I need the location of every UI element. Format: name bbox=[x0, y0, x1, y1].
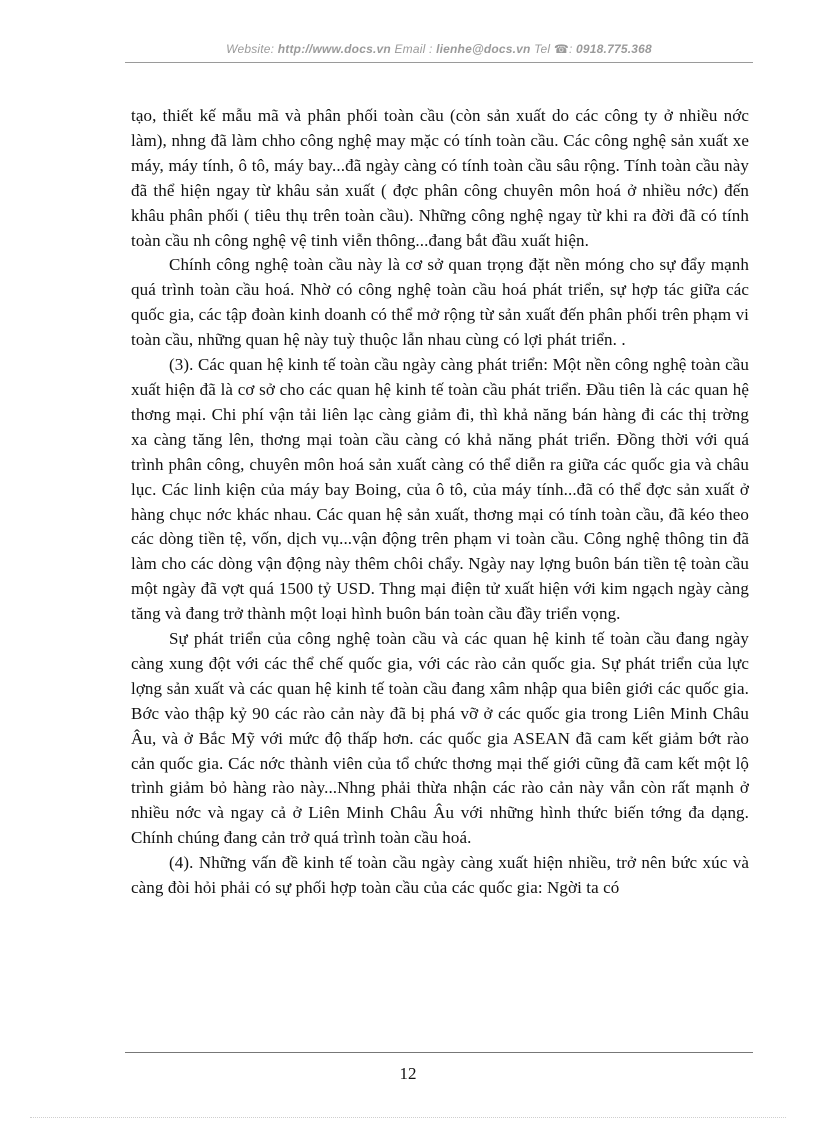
page-bottom-border bbox=[30, 1117, 786, 1118]
paragraph-4: Sự phát triển của công nghệ toàn cầu và các quan hệ kinh tế toàn cầu đang ngày càng xung đột với các thể chế quốc gia, với các rào cản quốc gia. Sự phát triển của lực lợng sản xuất và các quan hệ kinh tế toàn cầu đang xâm nhập qua biên giới các quốc gia. Bớc vào thập kỷ 90 các rào cản này đã bị phá vỡ ở các quốc gia trong Liên Minh Châu Âu, và ở Bắc Mỹ với mức độ thấp hơn. các quốc gia ASEAN đã cam kết giảm bớt rào cản quốc gia. Các nớc thành viên của tổ chức thơng mại thế giới cũng đã cam kết một lộ trình giảm bỏ hàng rào này...Nhng phải thừa nhận các rào cản này vẫn còn rất mạnh ở nhiều nớc và ngay cả ở Liên Minh Châu Âu với những hình thức biến tớng đa dạng. Chính chúng đang cản trở quá trình toàn cầu hoá. bbox=[131, 629, 749, 848]
page-number: 12 bbox=[399, 1064, 417, 1083]
footer-divider bbox=[125, 1052, 753, 1053]
paragraph-1: tạo, thiết kế mẫu mã và phân phối toàn cầu (còn sản xuất do các công ty ở nhiều nớc làm), nhng đã làm chho công nghệ may mặc có tính toàn cầu. Các công nghệ sản xuất xe máy, máy tính, ô tô, máy bay...đã ngày càng có tính toàn cầu sâu rộng. Tính toàn cầu này đã thể hiện ngay từ khâu sản xuất ( đợc phân công chuyên môn hoá ở nhiều nớc) đến khâu phân phối ( tiêu thụ trên toàn cầu). Những công nghệ ngay từ khi ra đời đã có tính toàn cầu nh công nghệ vệ tinh viễn thông...đang bắt đầu xuất hiện. bbox=[131, 106, 749, 250]
document-body bbox=[131, 104, 749, 901]
website-label: Website: bbox=[226, 42, 278, 56]
email-link[interactable]: lienhe@docs.vn bbox=[436, 42, 531, 56]
tel-label: Tel ☎: bbox=[530, 42, 577, 56]
page-header bbox=[125, 38, 753, 63]
paragraph-5: (4). Những vấn đề kinh tế toàn cầu ngày càng xuất hiện nhiều, trở nên bức xúc và càng đòi hỏi phải có sự phối hợp toàn cầu của các quốc gia: Ngời ta có bbox=[131, 853, 749, 898]
website-link[interactable]: http://www.docs.vn bbox=[277, 42, 391, 56]
tel-number: 0918.775.368 bbox=[576, 42, 652, 56]
email-label: Email : bbox=[390, 42, 437, 56]
paragraph-2: Chính công nghệ toàn cầu này là cơ sở quan trọng đặt nền móng cho sự đẩy mạnh quá trình toàn cầu hoá. Nhờ có công nghệ toàn cầu hoá phát triển, sự hợp tác giữa các quốc gia, các tập đoàn kinh doanh có thể mở rộng từ sản xuất đến phân phối trên phạm vi toàn cầu, những quan hệ này tuỳ thuộc lẫn nhau cùng có lợi phát triển. . bbox=[131, 255, 749, 350]
paragraph-3: (3). Các quan hệ kinh tế toàn cầu ngày càng phát triển: Một nền công nghệ toàn cầu xuất hiện đã là cơ sở cho các quan hệ kinh tế toàn cầu phát triển. Đầu tiên là các quan hệ thơng mại. Chi phí vận tải liên lạc càng giảm đi, thì khả năng bán hàng đi các thị trờng xa càng tăng lên, thơng mại toàn cầu càng có khả năng phát triển. Đồng thời với quá trình phân công, chuyên môn hoá sản xuất càng có thể diễn ra giữa các quốc gia và châu lục. Các linh kiện của máy bay Boing, của ô tô, của máy tính...đã có thể đợc sản xuất ở hàng chục nớc khác nhau. Các quan hệ sản xuất, thơng mại có tính toàn cầu, đã kéo theo các dòng tiền tệ, vốn, dịch vụ...vận động trên phạm vi toàn cầu. Công nghệ thông tin đã làm cho các dòng vận động này thêm chôi chẩy. Ngày nay lợng buôn bán tiền tệ toàn cầu một ngày đã vợt quá 1500 tỷ USD. Thng mại điện tử xuất hiện với kim ngạch ngày càng tăng và đang trở thành một loại hình buôn bán toàn cầu đầy triển vọng. bbox=[131, 355, 749, 624]
